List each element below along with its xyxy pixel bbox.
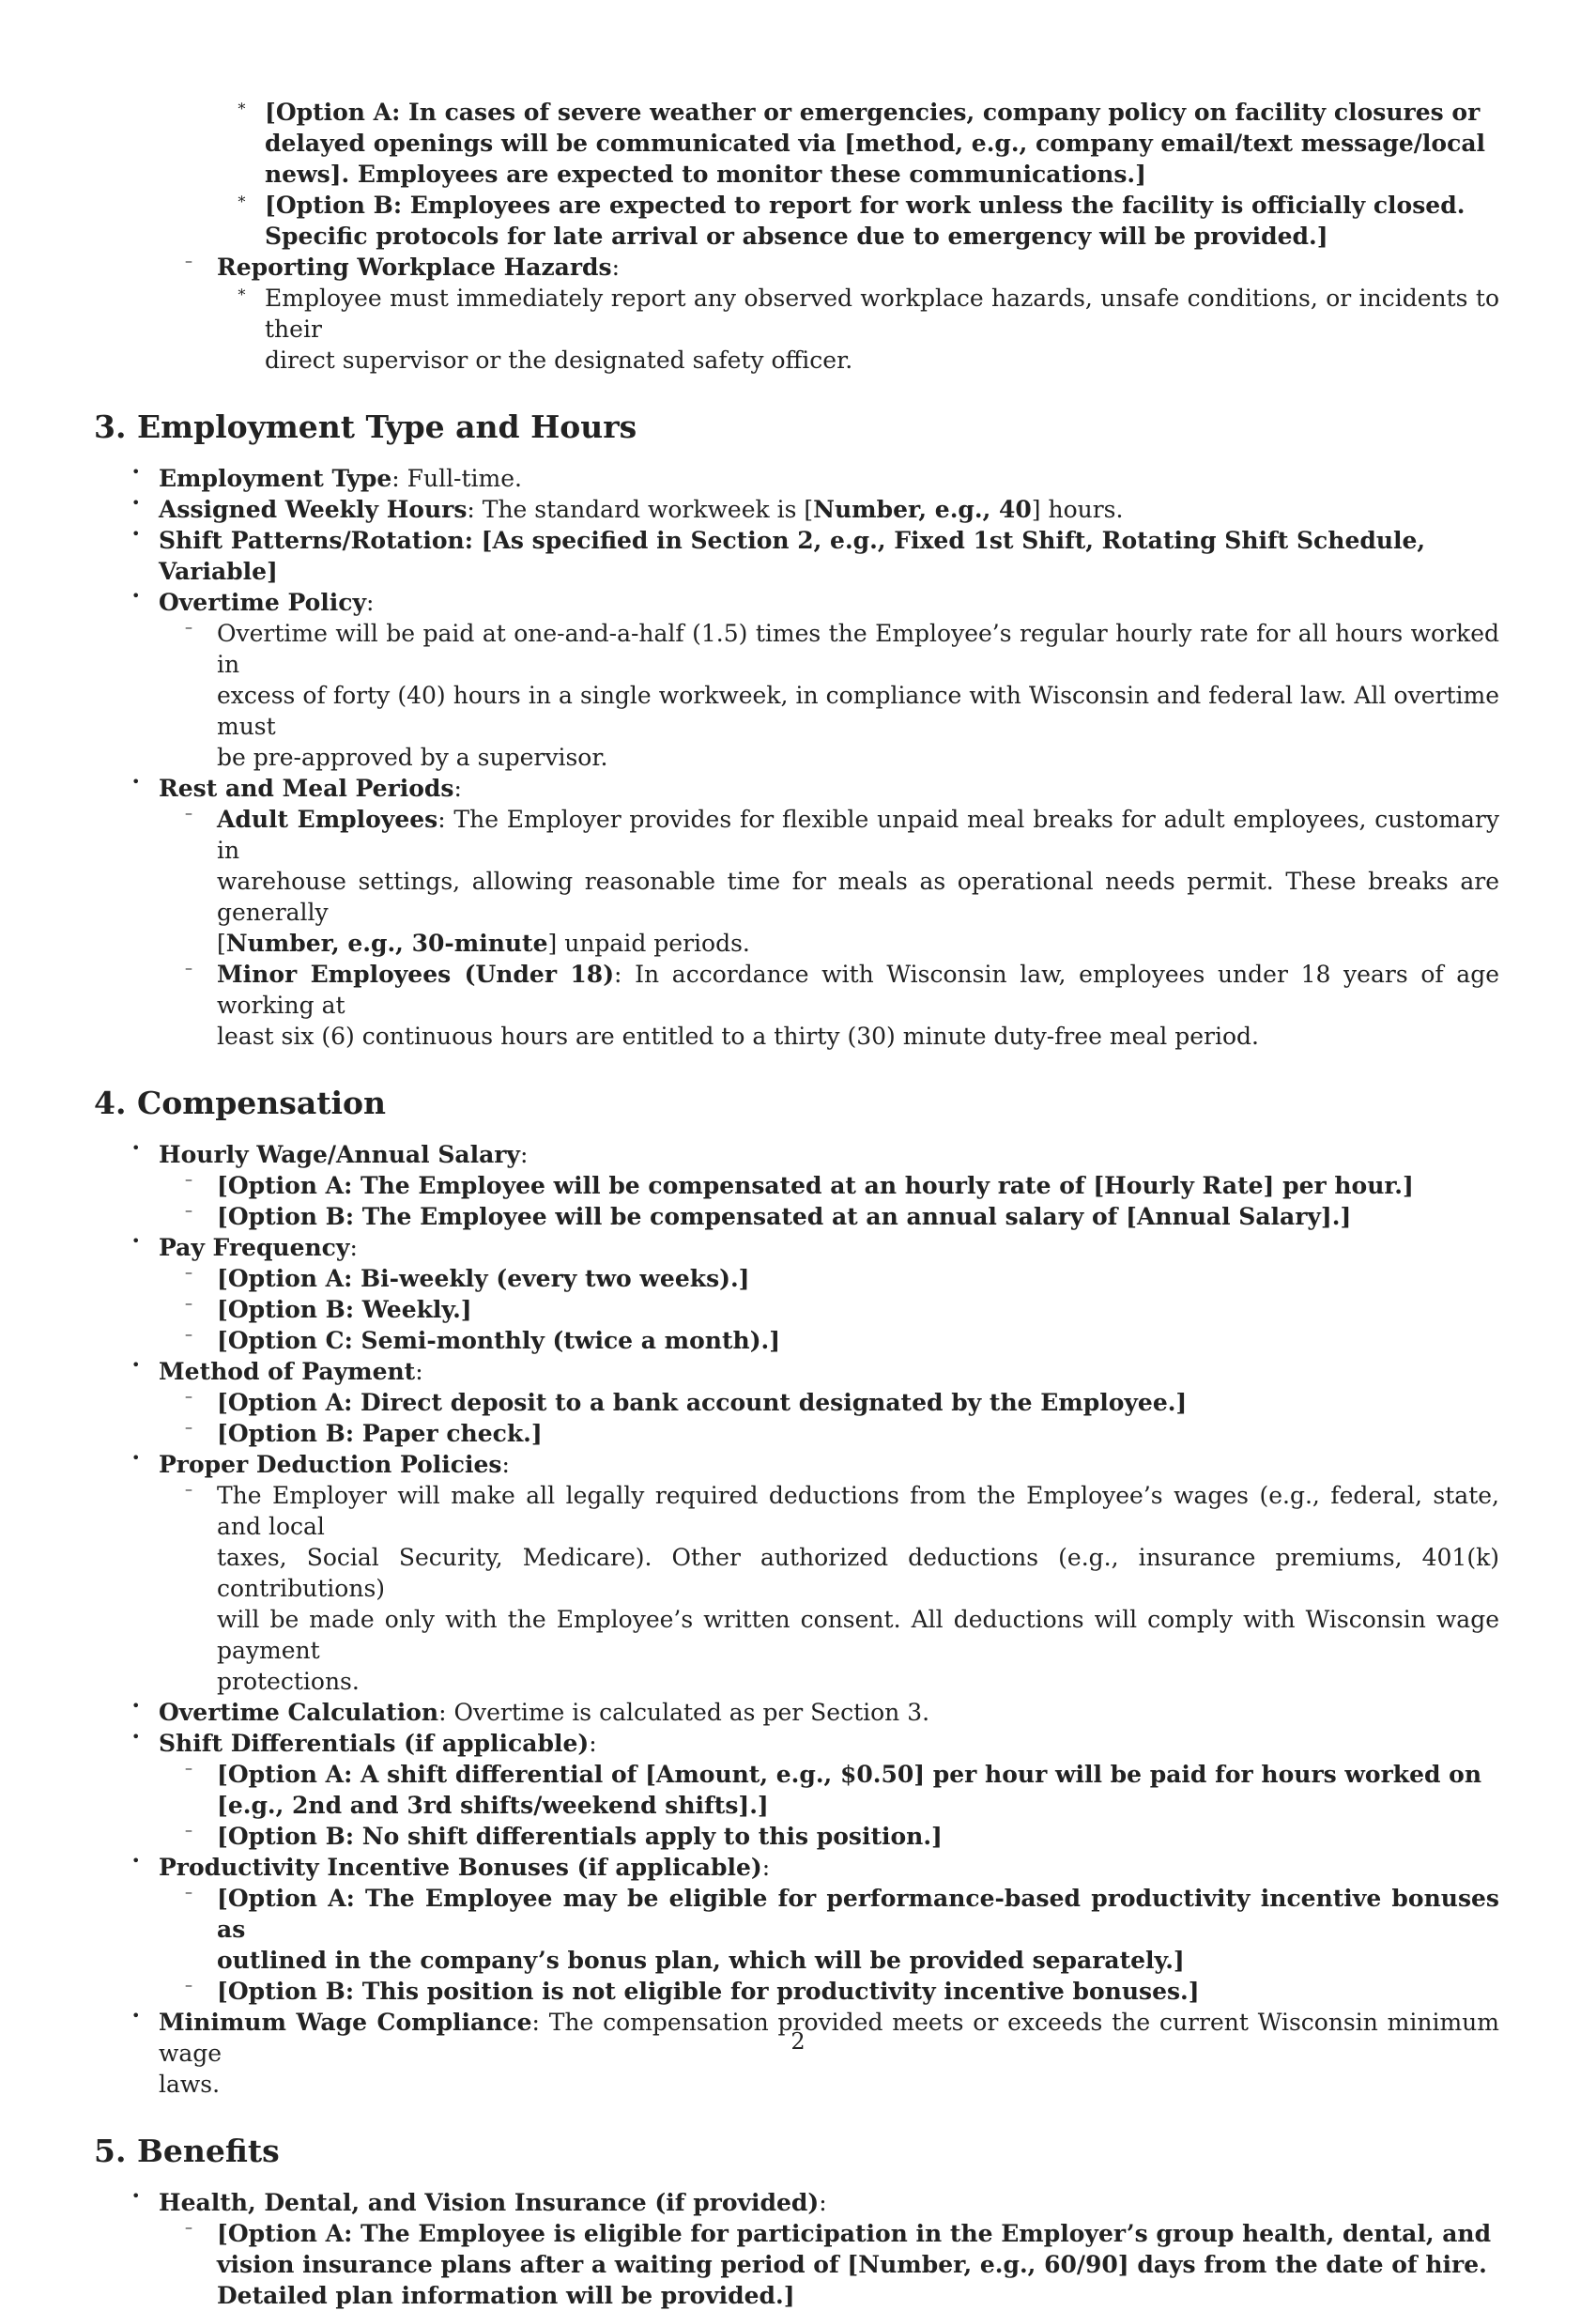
list-item xyxy=(94,1356,1499,1387)
bullet-marker: • xyxy=(131,1852,141,1870)
document-content xyxy=(94,97,1499,2311)
item-label: Health, Dental, and Vision Insurance (if provided) xyxy=(159,2189,820,2216)
text-line: [Option A: The Employee is eligible for participation in the Employer’s group health, dental, and xyxy=(217,2220,1492,2247)
bullet-marker: • xyxy=(131,1356,141,1374)
text-line: be pre-approved by a supervisor. xyxy=(217,744,608,771)
text-line: excess of forty (40) hours in a single workweek, in compliance with Wisconsin and federal law. All overtime must xyxy=(217,682,1499,740)
bullet-marker: • xyxy=(131,2007,141,2025)
dash-marker: – xyxy=(185,1263,192,1281)
text-line: [Option A: Direct deposit to a bank account designated by the Employee.] xyxy=(217,1389,1188,1416)
dash-marker: – xyxy=(185,1325,192,1343)
list-item xyxy=(94,1325,1499,1356)
text-line: [Option B: The Employee will be compensated at an annual salary of [Annual Salary].] xyxy=(217,1203,1352,1230)
list-item xyxy=(94,618,1499,773)
item-label: Adult Employees xyxy=(217,806,438,833)
section-title: Employment Type and Hours xyxy=(137,408,637,445)
item-label: Productivity Incentive Bonuses (if applicable) xyxy=(159,1854,762,1881)
text: : [As specified in Section 2, e.g., Fixed 1st Shift, Rotating Shift Schedule, xyxy=(464,527,1426,554)
list-item xyxy=(94,1232,1499,1263)
list-item xyxy=(94,587,1499,618)
item-label: Rest and Meal Periods xyxy=(159,775,454,802)
dash-marker: – xyxy=(185,1759,192,1777)
list-item xyxy=(94,2218,1499,2311)
section-number: 4. xyxy=(94,1085,127,1121)
text: : xyxy=(453,775,462,802)
list-item xyxy=(94,190,1499,252)
text: : xyxy=(349,1234,358,1261)
text-line: least six (6) continuous hours are entitled to a thirty (30) minute duty-free meal period. xyxy=(217,1023,1259,1050)
bullet-marker: • xyxy=(131,1449,141,1467)
text-line: [Option C: Semi-monthly (twice a month).] xyxy=(217,1327,781,1354)
dash-marker: – xyxy=(185,1480,192,1498)
list-item xyxy=(94,1852,1499,1883)
text: : The Employer provides for flexible unpaid meal breaks for adult employees, customary in xyxy=(217,806,1500,864)
text-line: outlined in the company’s bonus plan, which will be provided separately.] xyxy=(217,1947,1185,1974)
item-label: Overtime Calculation xyxy=(159,1699,439,1726)
list-item xyxy=(94,1976,1499,2007)
placeholder-text: Number, e.g., 30-minute xyxy=(225,930,548,957)
bullet-marker: • xyxy=(131,1697,141,1715)
dash-marker: – xyxy=(185,2218,192,2236)
text-line: will be made only with the Employee’s written consent. All deductions will comply with Wisconsin wage payment xyxy=(217,1606,1499,1664)
section-title: Benefits xyxy=(137,2133,280,2169)
text: : In accordance with Wisconsin law, employees under 18 years of age working at xyxy=(217,961,1500,1019)
list-item xyxy=(94,773,1499,804)
list-item xyxy=(94,1170,1499,1201)
text: : The standard workweek is [ xyxy=(467,496,814,523)
text-line: news]. Employees are expected to monitor these communications.] xyxy=(265,161,1146,188)
text-line: [e.g., 2nd and 3rd shifts/weekend shifts].] xyxy=(217,1792,769,1819)
list-item xyxy=(94,525,1499,587)
list-item xyxy=(94,1883,1499,1976)
section-number: 5. xyxy=(94,2133,127,2169)
text: [ xyxy=(217,930,226,957)
dash-marker: – xyxy=(185,959,192,977)
text-line: [Option A: The Employee may be eligible for performance-based productivity incentive bonuses as xyxy=(217,1885,1499,1943)
item-label: Proper Deduction Policies xyxy=(159,1451,502,1478)
section-title: Compensation xyxy=(137,1085,386,1121)
text: : xyxy=(611,254,621,281)
text: : The compensation provided meets or exceeds the current Wisconsin minimum wage xyxy=(159,2009,1499,2067)
text-line: laws. xyxy=(159,2071,221,2098)
text: : xyxy=(366,589,375,616)
placeholder-text: Number, e.g., 40 xyxy=(813,496,1032,523)
bullet-marker: • xyxy=(131,463,141,481)
text-line: [Option A: A shift differential of [Amount, e.g., $0.50] per hour will be paid for hours worked on xyxy=(217,1761,1482,1788)
text: : Full-time. xyxy=(391,465,522,492)
text-line: [Option B: Paper check.] xyxy=(217,1420,543,1447)
bullet-marker: • xyxy=(131,525,141,543)
text-line: delayed openings will be communicated via [method, e.g., company email/text message/local xyxy=(265,130,1486,157)
text-line: Overtime will be paid at one-and-a-half (1.5) times the Employee’s regular hourly rate for all hours worked in xyxy=(217,620,1499,678)
text-line: Employee must immediately report any observed workplace hazards, unsafe conditions, or incidents to their xyxy=(265,285,1499,343)
section-heading xyxy=(94,2133,1499,2170)
text: : xyxy=(519,1141,529,1168)
bullet-marker: • xyxy=(131,2187,141,2205)
item-label: Reporting Workplace Hazards xyxy=(217,254,612,281)
text-line: vision insurance plans after a waiting period of [Number, e.g., 60/90] days from the date of hire. xyxy=(217,2251,1487,2278)
dash-marker: – xyxy=(185,618,192,636)
dash-marker: – xyxy=(185,1883,192,1901)
text: ] hours. xyxy=(1031,496,1124,523)
text-line: [Option A: In cases of severe weather or emergencies, company policy on facility closures or xyxy=(265,99,1481,126)
item-label: Hourly Wage/Annual Salary xyxy=(159,1141,520,1168)
star-marker: ∗ xyxy=(237,190,247,208)
bullet-marker: • xyxy=(131,494,141,512)
item-label: Minor Employees (Under 18) xyxy=(217,961,615,988)
list-item xyxy=(94,97,1499,190)
list-item xyxy=(94,1480,1499,1697)
text-line: warehouse settings, allowing reasonable time for meals as operational needs permit. These breaks are generally xyxy=(217,868,1499,926)
item-label: Method of Payment xyxy=(159,1358,416,1385)
text-line: [Option B: This position is not eligible for productivity incentive bonuses.] xyxy=(217,1978,1200,2005)
list-item xyxy=(94,1263,1499,1294)
bullet-marker: • xyxy=(131,773,141,791)
dash-marker: – xyxy=(185,1387,192,1405)
text-line: [Option B: No shift differentials apply to this position.] xyxy=(217,1823,943,1850)
item-label: Pay Frequency xyxy=(159,1234,350,1261)
item-label: Assigned Weekly Hours xyxy=(159,496,468,523)
section-5-list xyxy=(94,2187,1499,2311)
list-item xyxy=(94,494,1499,525)
list-item xyxy=(94,2187,1499,2218)
text-line: [Option B: Weekly.] xyxy=(217,1296,472,1323)
text: ] unpaid periods. xyxy=(547,930,750,957)
text-line: The Employer will make all legally required deductions from the Employee’s wages (e.g., federal, state, and local xyxy=(217,1482,1499,1540)
list-item xyxy=(94,1728,1499,1759)
text: : xyxy=(761,1854,771,1881)
list-item xyxy=(94,252,1499,283)
item-label: Employment Type xyxy=(159,465,392,492)
item-label: Shift Patterns/Rotation xyxy=(159,527,465,554)
top-block xyxy=(94,97,1499,376)
list-item xyxy=(94,804,1499,959)
bullet-marker: • xyxy=(131,1139,141,1157)
list-item xyxy=(94,463,1499,494)
section-number: 3. xyxy=(94,408,127,445)
text-line: [Option B: Employees are expected to report for work unless the facility is officially closed. xyxy=(265,192,1466,219)
dash-marker: – xyxy=(185,1976,192,1994)
text: : xyxy=(819,2189,827,2216)
list-item xyxy=(94,1294,1499,1325)
dash-marker: – xyxy=(185,252,192,270)
text-line: Detailed plan information will be provided.] xyxy=(217,2282,795,2309)
bullet-marker: • xyxy=(131,587,141,605)
item-label: Shift Differentials (if applicable) xyxy=(159,1730,590,1757)
text-line: Variable] xyxy=(159,558,278,585)
dash-marker: – xyxy=(185,1170,192,1188)
dash-marker: – xyxy=(185,1201,192,1219)
text: : Overtime is calculated as per Section 3. xyxy=(438,1699,930,1726)
bullet-marker: • xyxy=(131,1728,141,1746)
list-item xyxy=(94,1418,1499,1449)
text-line: [Option A: The Employee will be compensated at an hourly rate of [Hourly Rate] per hour.] xyxy=(217,1172,1414,1199)
dash-marker: – xyxy=(185,1418,192,1436)
list-item xyxy=(94,1697,1499,1728)
item-label: Minimum Wage Compliance xyxy=(159,2009,532,2036)
list-item xyxy=(94,1449,1499,1480)
star-marker: ∗ xyxy=(237,283,247,300)
section-heading xyxy=(94,408,1499,446)
list-item xyxy=(94,1387,1499,1418)
list-item xyxy=(94,1759,1499,1821)
section-4-list xyxy=(94,1139,1499,2100)
bullet-marker: • xyxy=(131,1232,141,1250)
text-line: direct supervisor or the designated safety officer. xyxy=(265,347,853,374)
list-item xyxy=(94,1201,1499,1232)
list-item xyxy=(94,1139,1499,1170)
list-item xyxy=(94,283,1499,376)
dash-marker: – xyxy=(185,1821,192,1839)
dash-marker: – xyxy=(185,804,192,822)
text: : xyxy=(415,1358,423,1385)
star-marker: ∗ xyxy=(237,97,247,115)
list-item xyxy=(94,1821,1499,1852)
section-heading xyxy=(94,1085,1499,1122)
text-line: [Option A: Bi-weekly (every two weeks).] xyxy=(217,1265,750,1292)
text-line: protections. xyxy=(217,1668,360,1695)
item-label: Overtime Policy xyxy=(159,589,367,616)
text-line: taxes, Social Security, Medicare). Other authorized deductions (e.g., insurance premiums, 401(k) contributions) xyxy=(217,1544,1499,1602)
dash-marker: – xyxy=(185,1294,192,1312)
section-3-list xyxy=(94,463,1499,1052)
text: : xyxy=(589,1730,597,1757)
text-line: Specific protocols for late arrival or absence due to emergency will be provided.] xyxy=(265,223,1328,250)
text: : xyxy=(501,1451,510,1478)
page-number: 2 xyxy=(790,2028,806,2055)
list-item xyxy=(94,959,1499,1052)
